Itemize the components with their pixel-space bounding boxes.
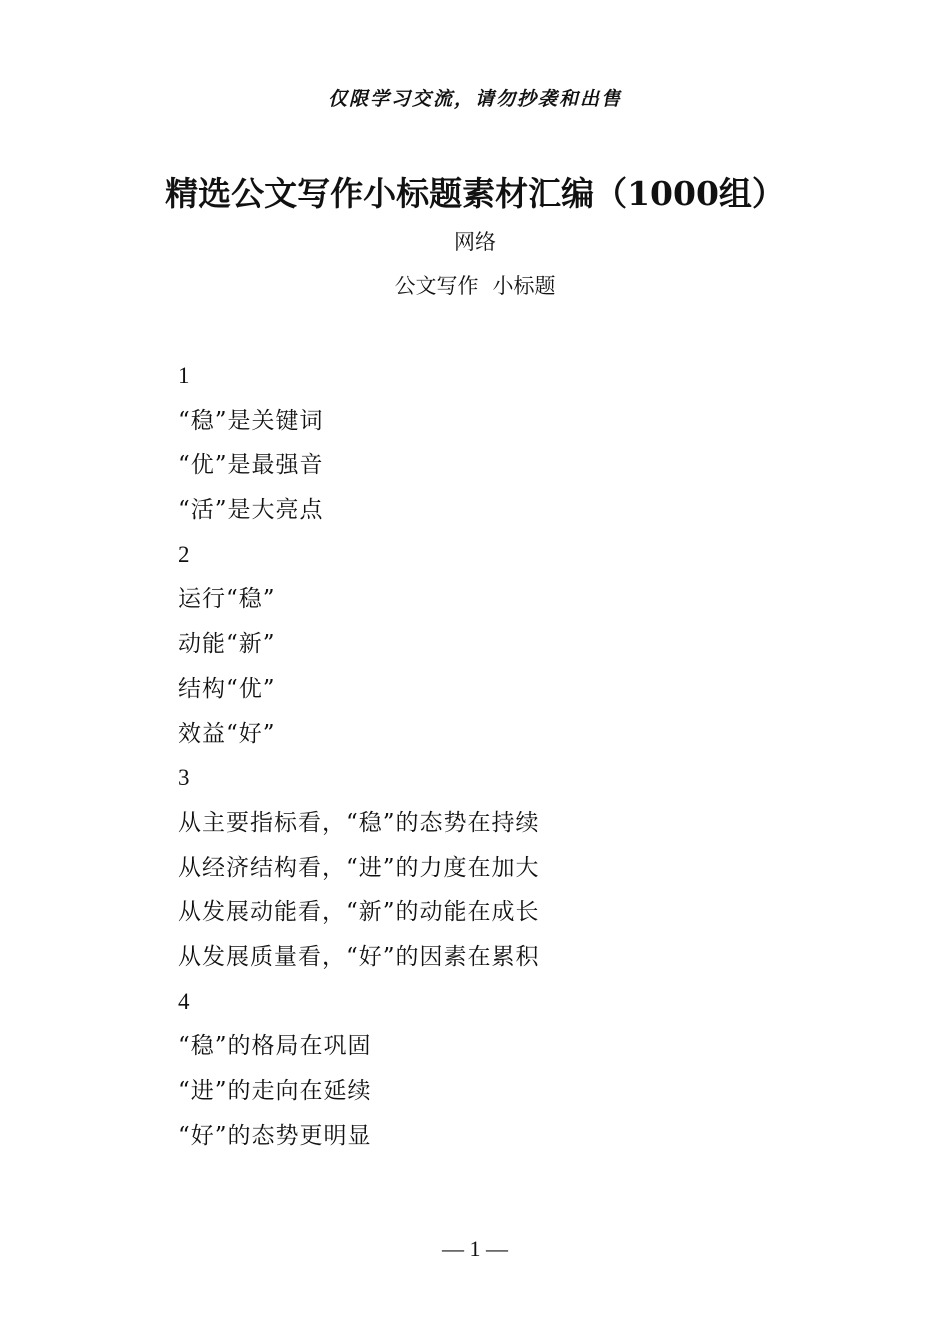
section-number: 3 bbox=[178, 765, 190, 791]
heading-line: “好”的态势更明显 bbox=[178, 1122, 372, 1149]
heading-line: 动能“新” bbox=[178, 631, 276, 658]
heading-line: 从经济结构看，“进”的力度在加大 bbox=[178, 854, 540, 881]
heading-line: 运行“稳” bbox=[178, 586, 276, 613]
page-number: — 1 — bbox=[442, 1236, 508, 1261]
document-title: 精选公文写作小标题素材汇编（1000组） bbox=[165, 174, 785, 213]
heading-line: “优”是最强音 bbox=[178, 452, 324, 479]
document-keywords bbox=[0, 270, 950, 300]
keyword: 公文写作 bbox=[394, 274, 479, 298]
document-body bbox=[178, 354, 798, 1158]
section-number: 2 bbox=[178, 541, 190, 567]
keyword: 小标题 bbox=[492, 274, 556, 298]
heading-line: “稳”的格局在巩固 bbox=[178, 1033, 372, 1060]
heading-line: 从发展质量看，“好”的因素在累积 bbox=[178, 943, 540, 970]
section-number: 1 bbox=[178, 363, 190, 388]
heading-line: 结构“优” bbox=[178, 675, 276, 702]
heading-line: “稳”是关键词 bbox=[178, 407, 324, 434]
heading-line: “活”是大亮点 bbox=[178, 497, 324, 524]
heading-line: 效益“好” bbox=[178, 720, 276, 747]
heading-line: “进”的走向在延续 bbox=[178, 1078, 372, 1104]
section-number: 4 bbox=[178, 988, 190, 1014]
heading-line: 从主要指标看，“稳”的态势在持续 bbox=[178, 809, 540, 836]
document-source: 网络 bbox=[454, 230, 496, 254]
header-note: 仅限学习交流，请勿抄袭和出售 bbox=[327, 88, 622, 110]
heading-line: 从发展动能看，“新”的动能在成长 bbox=[178, 899, 540, 926]
